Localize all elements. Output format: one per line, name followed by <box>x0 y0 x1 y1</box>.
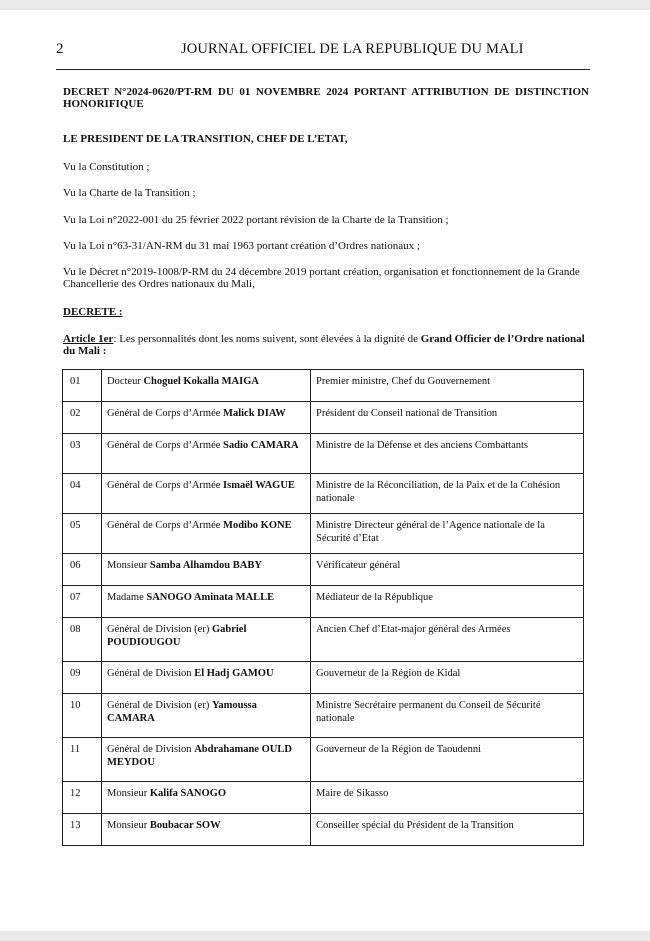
honoree-title: Général de Division (er) <box>107 700 212 711</box>
consideration-3: Vu la Loi n°2022-001 du 25 février 2022 portant révision de la Charte de la Transition ; <box>63 214 449 226</box>
table-row <box>63 814 584 846</box>
honorees-table <box>62 369 584 846</box>
journal-header <box>56 41 596 63</box>
honoree-number: 12 <box>63 782 102 814</box>
honoree-name-cell <box>102 738 311 782</box>
honoree-number: 13 <box>63 814 102 846</box>
honoree-name-cell <box>102 434 311 474</box>
honoree-name: Malick DIAW <box>223 408 286 419</box>
table-row <box>63 694 584 738</box>
decrete-heading: DECRETE : <box>63 306 123 318</box>
honoree-title: Général de Corps d’Armée <box>107 480 224 491</box>
article-end: : <box>99 345 107 357</box>
honoree-number: 07 <box>63 586 102 618</box>
honoree-name: Abdrahamane OULD MEYDOU <box>107 744 292 768</box>
honoree-name: Ismaël WAGUE <box>223 480 295 491</box>
honoree-function: Conseiller spécial du Président de la Transition <box>311 814 584 846</box>
honoree-number: 03 <box>63 434 102 474</box>
honoree-number: 06 <box>63 554 102 586</box>
honoree-name: Choguel Kokalla MAIGA <box>143 376 259 387</box>
honoree-function: Gouverneur de la Région de Kidal <box>311 662 584 694</box>
honoree-function: Ministre de la Défense et des anciens Combattants <box>311 434 584 474</box>
table-row <box>63 474 584 514</box>
honoree-number: 11 <box>63 738 102 782</box>
honoree-title: Docteur <box>107 376 144 387</box>
table-row <box>63 402 584 434</box>
honoree-name-cell <box>102 662 311 694</box>
honoree-name-cell <box>102 514 311 554</box>
honoree-function: Vérificateur général <box>311 554 584 586</box>
honoree-name: Gabriel POUDIOUGOU <box>107 624 247 648</box>
honoree-title: Madame <box>107 592 147 603</box>
document-page <box>0 10 650 931</box>
table-row <box>63 782 584 814</box>
table-row <box>63 618 584 662</box>
honoree-number: 01 <box>63 370 102 402</box>
article-text: : Les personnalités dont les noms suivent, sont élevées à la dignité de <box>113 333 418 345</box>
article-1 <box>63 333 589 357</box>
honoree-function: Premier ministre, Chef du Gouvernement <box>311 370 584 402</box>
table-row <box>63 662 584 694</box>
honoree-function: Maire de Sikasso <box>311 782 584 814</box>
honoree-number: 04 <box>63 474 102 514</box>
consideration-1: Vu la Constitution ; <box>63 161 150 173</box>
honoree-title: Général de Division <box>107 744 195 755</box>
honoree-title: Général de Division (er) <box>107 624 212 635</box>
decree-title: DECRET N°2024-0620/PT-RM DU 01 NOVEMBRE 2024 PORTANT ATTRIBUTION DE DISTINCTION HONORIFIQUE <box>63 86 589 110</box>
table-row <box>63 370 584 402</box>
page-number: 2 <box>56 41 64 57</box>
honoree-title: Général de Corps d’Armée <box>107 520 224 531</box>
honoree-name: Kalifa SANOGO <box>149 788 227 799</box>
table-row <box>63 434 584 474</box>
honoree-function: Ancien Chef d’Etat-major général des Armées <box>311 618 584 662</box>
table-row <box>63 586 584 618</box>
honoree-name: SANOGO Aminata MALLE <box>146 592 275 603</box>
honoree-name-cell <box>102 618 311 662</box>
honoree-name-cell <box>102 554 311 586</box>
consideration-5: Vu le Décret n°2019-1008/P-RM du 24 décembre 2019 portant création, organisation et fonctionnement de la Grande Chancellerie des Ordres nationaux du Mali, <box>63 266 580 290</box>
honoree-title: Général de Division <box>107 668 195 679</box>
honoree-title: Général de Corps d’Armée <box>107 440 224 451</box>
honoree-title: Monsieur <box>107 788 150 799</box>
table-row <box>63 738 584 782</box>
honoree-name-cell <box>102 370 311 402</box>
honoree-function: Médiateur de la République <box>311 586 584 618</box>
header-divider <box>56 69 590 70</box>
honoree-name: Yamoussa CAMARA <box>107 700 257 724</box>
consideration-4: Vu la Loi n°63-31/AN-RM du 31 mai 1963 portant création d’Ordres nationaux ; <box>63 240 420 252</box>
honoree-name-cell <box>102 694 311 738</box>
article-distinction: Grand Officier de l’Ordre national du Mali <box>63 333 585 357</box>
honoree-number: 02 <box>63 402 102 434</box>
honoree-title: Monsieur <box>107 820 150 831</box>
honoree-title: Monsieur <box>107 560 150 571</box>
honoree-name: Modibo KONE <box>223 520 292 531</box>
honoree-number: 08 <box>63 618 102 662</box>
honoree-name-cell <box>102 474 311 514</box>
honoree-number: 10 <box>63 694 102 738</box>
consideration-2: Vu la Charte de la Transition ; <box>63 187 196 199</box>
honoree-name: Samba Alhamdou BABY <box>149 560 262 571</box>
honoree-function: Ministre de la Réconciliation, de la Paix et de la Cohésion nationale <box>311 474 584 514</box>
article-label: Article 1er <box>63 333 114 345</box>
honoree-function: Ministre Secrétaire permanent du Conseil de Sécurité nationale <box>311 694 584 738</box>
honoree-name-cell <box>102 586 311 618</box>
table-row <box>63 554 584 586</box>
honoree-number: 09 <box>63 662 102 694</box>
honoree-name-cell <box>102 814 311 846</box>
honoree-function: Gouverneur de la Région de Taoudenni <box>311 738 584 782</box>
president-heading: LE PRESIDENT DE LA TRANSITION, CHEF DE L’ETAT, <box>63 133 348 145</box>
honoree-function: Ministre Directeur général de l’Agence nationale de la Sécurité d’Etat <box>311 514 584 554</box>
honoree-number: 05 <box>63 514 102 554</box>
honoree-title: Général de Corps d’Armée <box>107 408 224 419</box>
honoree-name-cell <box>102 402 311 434</box>
table-row <box>63 514 584 554</box>
journal-title: JOURNAL OFFICIEL DE LA REPUBLIQUE DU MALI <box>181 41 524 57</box>
honoree-function: Président du Conseil national de Transition <box>311 402 584 434</box>
honoree-name: El Hadj GAMOU <box>194 668 274 679</box>
honoree-name-cell <box>102 782 311 814</box>
honoree-name: Sadio CAMARA <box>223 440 299 451</box>
honoree-name: Boubacar SOW <box>149 820 221 831</box>
